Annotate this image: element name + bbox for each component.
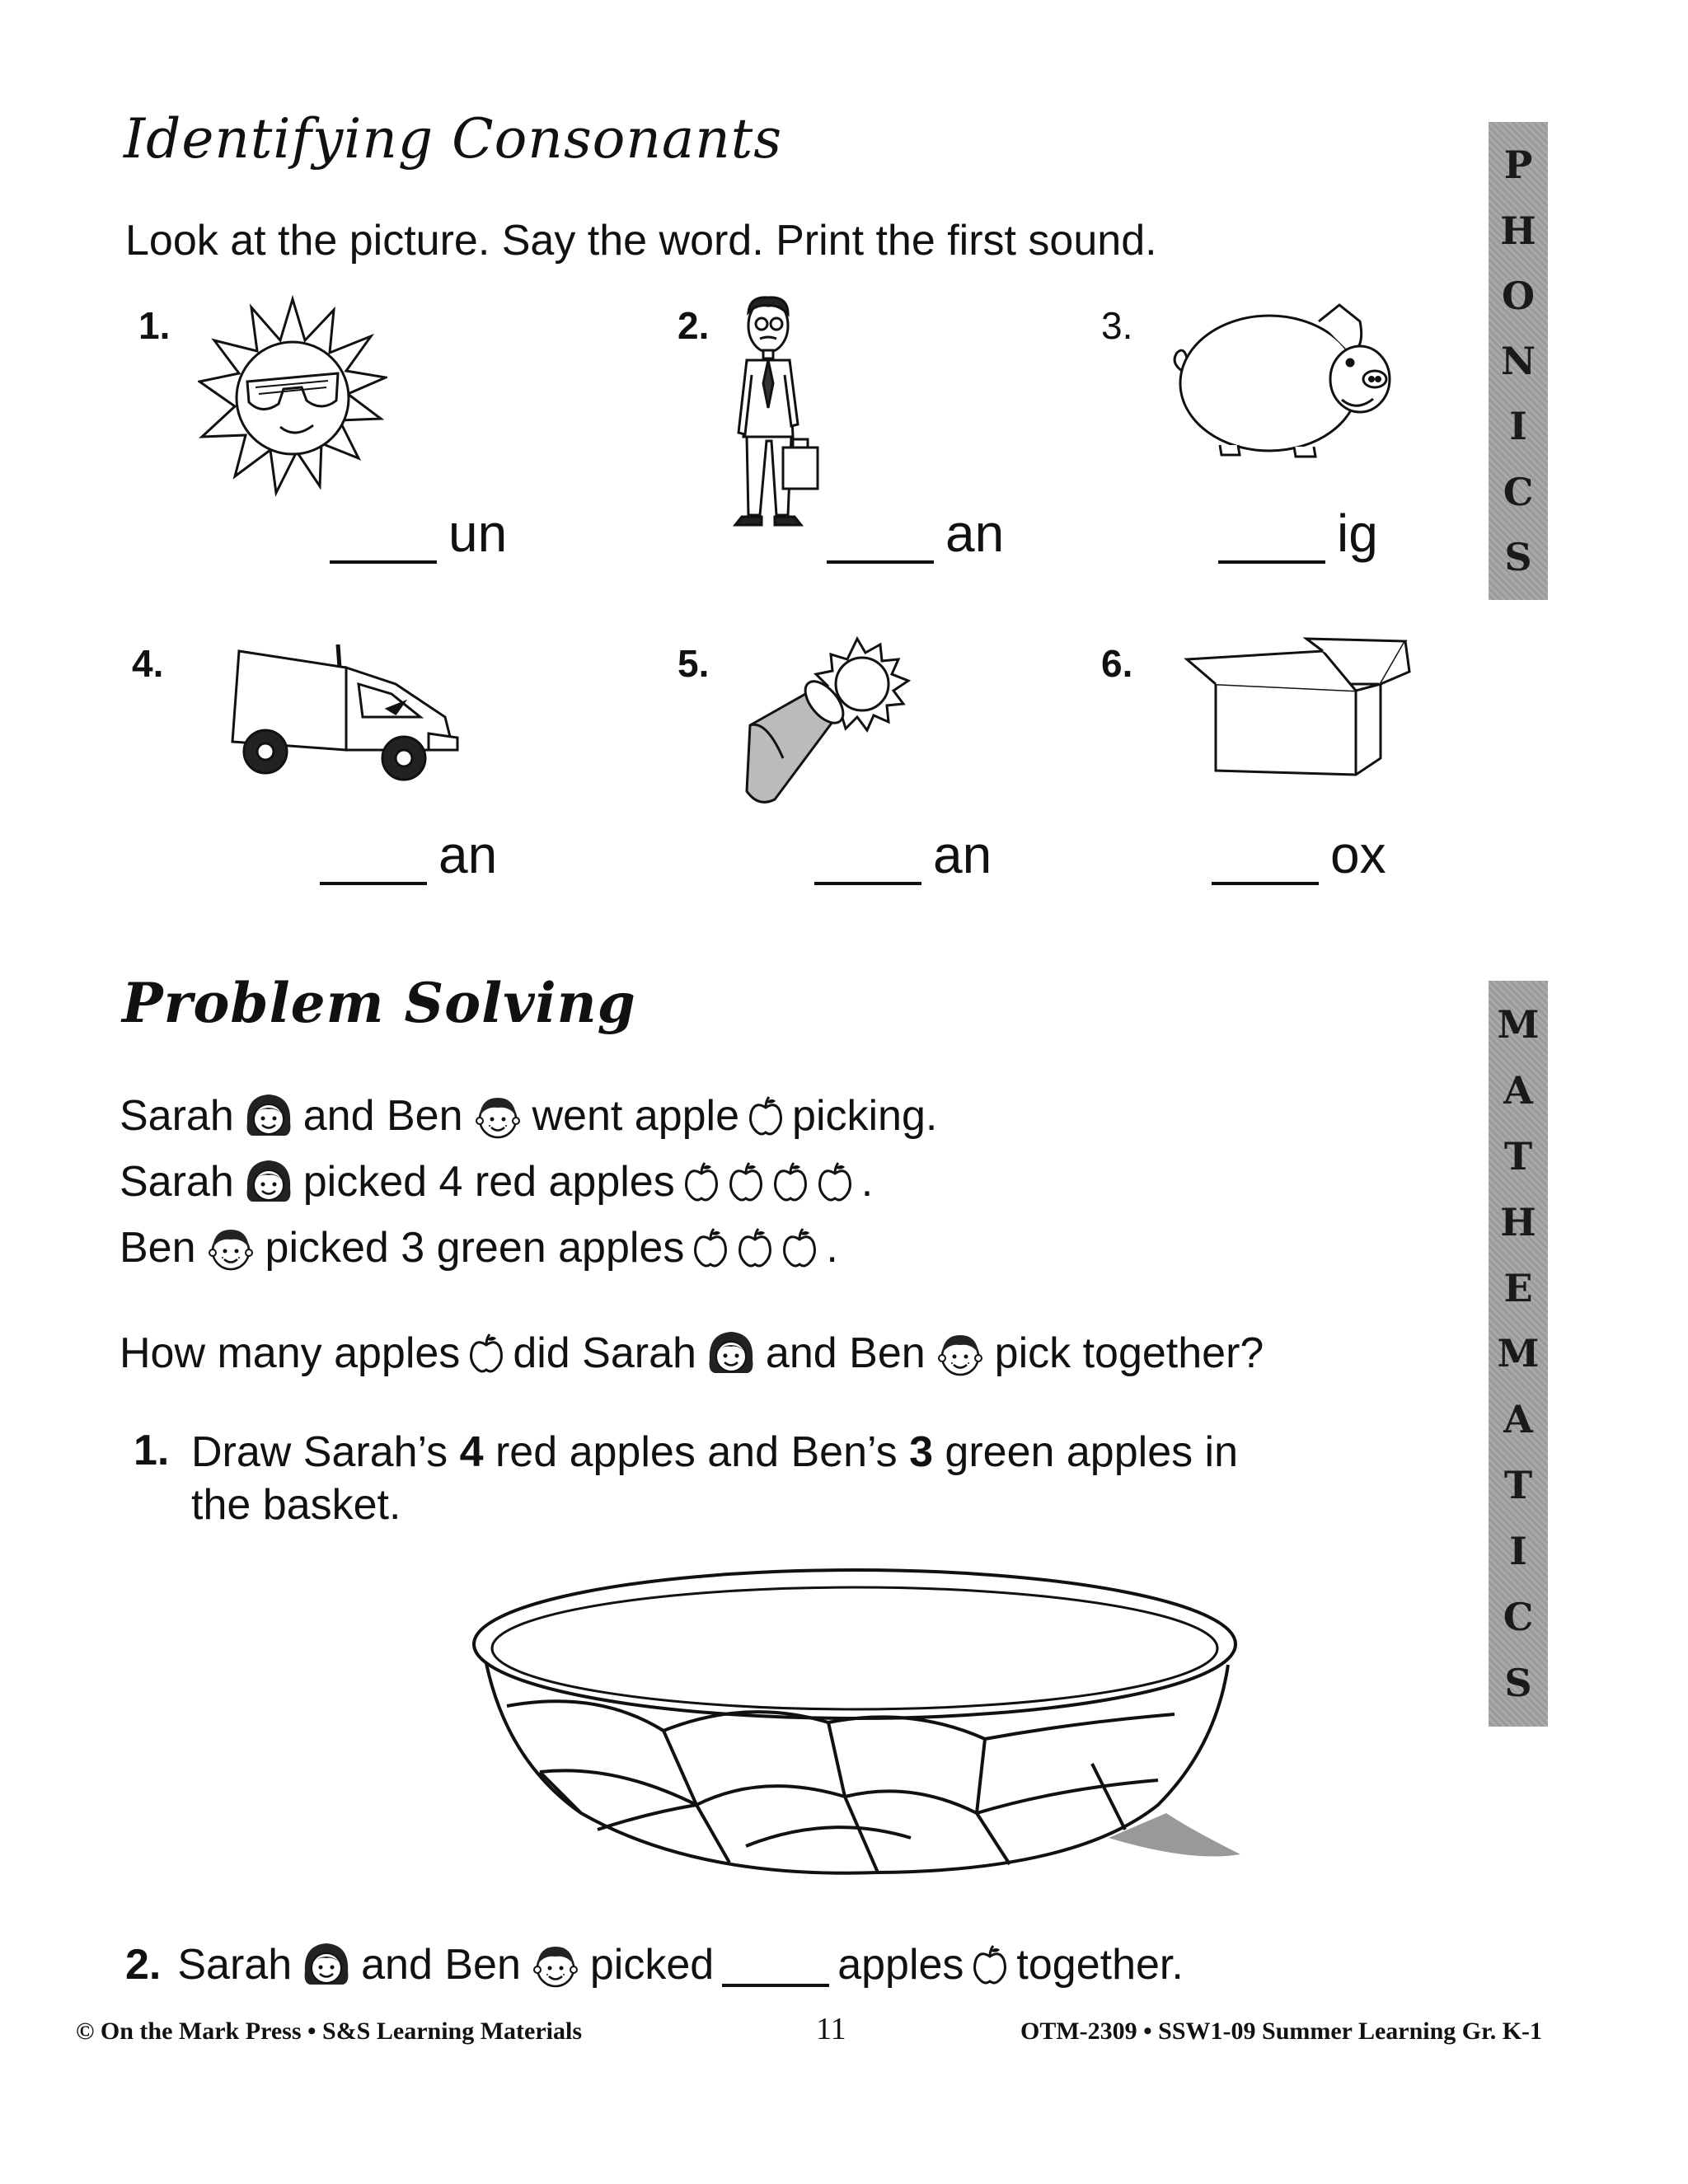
step-text: apples <box>837 1941 964 1989</box>
step-1-number: 1. <box>134 1427 170 1474</box>
footer-copyright: © On the Mark Press • S&S Learning Materials <box>76 2018 582 2045</box>
question-text: did Sarah <box>513 1329 696 1377</box>
question-text: How many apples <box>120 1329 461 1377</box>
story-text: picked 3 green apples <box>265 1224 685 1272</box>
girl-face-icon <box>705 1327 757 1380</box>
apple-icon <box>683 1160 720 1203</box>
mathematics-tab <box>1489 981 1548 1727</box>
page-number: 11 <box>816 2012 846 2046</box>
word-ending: an <box>945 504 1005 563</box>
tab-letter: C <box>1503 1595 1534 1640</box>
tab-letter: E <box>1503 1265 1533 1310</box>
tab-letter: O <box>1501 273 1536 318</box>
tab-letter: M <box>1497 1331 1540 1376</box>
tab-letter: T <box>1503 1133 1533 1179</box>
step-text: picked <box>589 1941 715 1989</box>
pig-icon <box>1170 297 1393 462</box>
story-text: picked 4 red apples <box>302 1158 675 1206</box>
tab-letter: A <box>1503 1397 1533 1442</box>
answer-blank[interactable] <box>1218 513 1325 564</box>
answer-4 <box>320 824 497 885</box>
word-ending: an <box>933 825 992 884</box>
answer-6 <box>1212 824 1386 885</box>
item-number: 5. <box>678 642 710 685</box>
answer-blank[interactable] <box>330 513 437 564</box>
story-text: . <box>860 1158 874 1206</box>
answer-blank[interactable] <box>320 834 427 885</box>
box-icon <box>1183 635 1414 783</box>
answer-blank[interactable] <box>814 834 921 885</box>
tab-letter: M <box>1497 1001 1540 1047</box>
answer-blank[interactable] <box>827 513 934 564</box>
boy-face-icon <box>529 1938 582 1991</box>
apple-icon <box>468 1332 504 1375</box>
word-ending: un <box>448 504 508 563</box>
word-ending: ig <box>1337 504 1378 563</box>
step-text: the basket. <box>191 1481 401 1529</box>
word-ending: ox <box>1330 825 1386 884</box>
phonics-instructions: Look at the picture. Say the word. Print the first sound. <box>125 217 1157 265</box>
story-text: Ben <box>120 1224 196 1272</box>
story-text: . <box>826 1224 838 1272</box>
boy-face-icon <box>934 1327 987 1380</box>
step-number-bold: 3 <box>909 1428 933 1476</box>
story-line-1 <box>120 1090 937 1142</box>
tab-letter: T <box>1503 1463 1533 1508</box>
apple-icon <box>737 1226 773 1269</box>
item-number: 6. <box>1101 642 1133 685</box>
story-line-2 <box>120 1155 873 1208</box>
girl-face-icon <box>242 1155 295 1208</box>
apple-icon <box>781 1226 818 1269</box>
tab-letter: S <box>1504 534 1532 579</box>
step-2-number: 2. <box>125 1941 162 1989</box>
story-text: picking. <box>792 1092 938 1140</box>
total-apples-blank[interactable] <box>722 1943 829 1987</box>
van-truck-icon <box>223 635 462 783</box>
step-1-text <box>191 1426 1428 1531</box>
answer-5 <box>814 824 992 885</box>
footer-product-code: OTM-2309 • SSW1-09 Summer Learning Gr. K-1 <box>1020 2018 1543 2045</box>
tab-letter: H <box>1500 208 1536 253</box>
story-text: Sarah <box>120 1158 234 1206</box>
girl-face-icon <box>242 1090 295 1142</box>
step-text: Sarah <box>177 1941 293 1989</box>
step-text: together. <box>1016 1941 1184 1989</box>
step-text: Draw Sarah’s <box>191 1428 460 1476</box>
item-number: 4. <box>132 642 164 685</box>
boy-face-icon <box>204 1221 257 1274</box>
tab-letter: S <box>1504 1660 1532 1705</box>
sun-with-sunglasses-icon <box>198 295 387 501</box>
story-line-3 <box>120 1221 838 1274</box>
item-number: 2. <box>678 304 710 347</box>
question-text: pick together? <box>994 1329 1264 1377</box>
apple-icon <box>772 1160 809 1203</box>
phonics-tab <box>1489 122 1548 600</box>
apple-icon <box>817 1160 853 1203</box>
apple-icon <box>692 1226 729 1269</box>
item-number: 3. <box>1101 304 1133 347</box>
answer-blank[interactable] <box>1212 834 1319 885</box>
girl-face-icon <box>300 1938 353 1991</box>
tab-letter: C <box>1503 469 1534 514</box>
tab-letter: N <box>1500 339 1536 383</box>
question-text: and Ben <box>765 1329 926 1377</box>
step-2-line <box>125 1938 1184 1991</box>
story-text: and Ben <box>302 1092 463 1140</box>
item-number: 1. <box>138 304 171 347</box>
step-number-bold: 4 <box>459 1428 484 1476</box>
answer-2 <box>827 503 1004 564</box>
tab-letter: P <box>1503 143 1533 188</box>
step-text: green apples in <box>932 1428 1239 1476</box>
tab-letter: A <box>1503 1067 1533 1113</box>
math-title: Problem Solving <box>122 971 636 1035</box>
apple-icon <box>972 1943 1008 1986</box>
apple-icon <box>728 1160 764 1203</box>
boy-face-icon <box>471 1090 524 1142</box>
basket-drawing-area[interactable] <box>449 1566 1257 1920</box>
question-line <box>120 1327 1264 1380</box>
apple-icon <box>748 1094 784 1137</box>
step-text: and Ben <box>361 1941 521 1989</box>
man-with-briefcase-icon <box>725 293 824 536</box>
word-ending: an <box>438 825 498 884</box>
answer-1 <box>330 503 507 564</box>
open-can-icon <box>734 635 931 824</box>
story-text: went apple <box>532 1092 740 1140</box>
tab-letter: I <box>1509 404 1527 449</box>
phonics-title: Identifying Consonants <box>124 107 783 171</box>
step-text: red apples and Ben’s <box>483 1428 910 1476</box>
story-text: Sarah <box>120 1092 234 1140</box>
answer-3 <box>1218 503 1378 564</box>
tab-letter: H <box>1500 1199 1536 1244</box>
tab-letter: I <box>1509 1529 1527 1574</box>
